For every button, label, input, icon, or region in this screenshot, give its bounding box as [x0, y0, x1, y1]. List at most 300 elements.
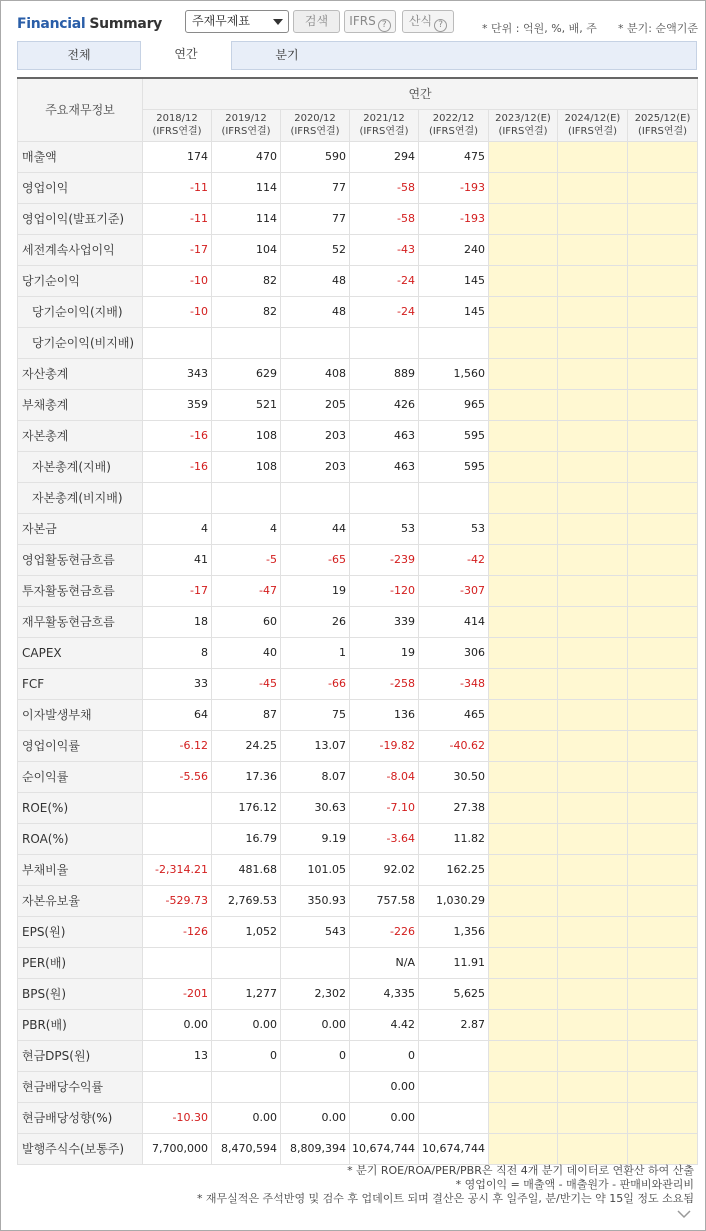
table-cell: -10: [143, 265, 212, 296]
table-cell: [558, 637, 628, 668]
table-row: [18, 916, 698, 947]
row-label: PER(배): [18, 947, 143, 978]
column-basis: (IFRS연결): [637, 126, 688, 137]
row-label: PBR(배): [18, 1009, 143, 1040]
table-cell: 1,560: [419, 358, 489, 389]
table-row: [18, 482, 698, 513]
table-cell: -307: [419, 575, 489, 606]
table-cell: -258: [350, 668, 419, 699]
table-cell: 0.00: [212, 1102, 281, 1133]
table-row: [18, 854, 698, 885]
table-cell: -239: [350, 544, 419, 575]
table-row: [18, 203, 698, 234]
table-cell: [558, 668, 628, 699]
table-cell: -126: [143, 916, 212, 947]
table-cell: [558, 358, 628, 389]
formula-label: 산식: [408, 14, 433, 28]
table-cell: 426: [350, 389, 419, 420]
table-cell: -11: [143, 203, 212, 234]
table-cell: 465: [419, 699, 489, 730]
table-cell: -66: [281, 668, 350, 699]
table-cell: [143, 327, 212, 358]
table-cell: [489, 761, 558, 792]
table-row: [18, 296, 698, 327]
row-label: 현금DPS(원): [18, 1040, 143, 1071]
table-cell: -47: [212, 575, 281, 606]
table-cell: 8,809,394: [281, 1133, 350, 1164]
table-cell: [628, 823, 698, 854]
table-cell: 2,769.53: [212, 885, 281, 916]
table-cell: [628, 1009, 698, 1040]
table-cell: [628, 513, 698, 544]
table-cell: 162.25: [419, 854, 489, 885]
table-cell: -17: [143, 575, 212, 606]
table-cell: [143, 482, 212, 513]
table-cell: [628, 265, 698, 296]
table-cell: 463: [350, 420, 419, 451]
row-label: 현금배당수익률: [18, 1071, 143, 1102]
table-cell: 889: [350, 358, 419, 389]
table-cell: 0: [212, 1040, 281, 1071]
table-cell: -7.10: [350, 792, 419, 823]
table-cell: 481.68: [212, 854, 281, 885]
table-cell: [558, 296, 628, 327]
table-row: [18, 141, 698, 172]
table-cell: 108: [212, 451, 281, 482]
table-cell: 145: [419, 265, 489, 296]
table-cell: 294: [350, 141, 419, 172]
table-cell: [212, 1071, 281, 1102]
column-header: [143, 109, 212, 141]
table-cell: [350, 327, 419, 358]
table-cell: [281, 327, 350, 358]
table-cell: [558, 885, 628, 916]
table-cell: [558, 761, 628, 792]
row-label: 이자발생부채: [18, 699, 143, 730]
row-label: 자산총계: [18, 358, 143, 389]
table-cell: 543: [281, 916, 350, 947]
table-cell: [489, 575, 558, 606]
table-cell: [628, 482, 698, 513]
table-row: [18, 730, 698, 761]
table-cell: 521: [212, 389, 281, 420]
table-cell: -42: [419, 544, 489, 575]
table-cell: [212, 947, 281, 978]
table-cell: [489, 451, 558, 482]
table-cell: [281, 1071, 350, 1102]
row-label: ROA(%): [18, 823, 143, 854]
table-cell: [628, 296, 698, 327]
table-cell: 4.42: [350, 1009, 419, 1040]
table-cell: 2.87: [419, 1009, 489, 1040]
table-cell: 8,470,594: [212, 1133, 281, 1164]
table-cell: -348: [419, 668, 489, 699]
table-row: [18, 451, 698, 482]
table-cell: [558, 792, 628, 823]
table-cell: 114: [212, 172, 281, 203]
title-financial: Financial: [17, 16, 86, 32]
table-cell: -193: [419, 203, 489, 234]
row-label: CAPEX: [18, 637, 143, 668]
table-cell: 629: [212, 358, 281, 389]
table-cell: 40: [212, 637, 281, 668]
table-cell: [628, 637, 698, 668]
table-cell: [558, 265, 628, 296]
table-cell: 8.07: [281, 761, 350, 792]
chevron-down-icon[interactable]: [677, 1207, 691, 1221]
table-row: [18, 1009, 698, 1040]
table-cell: 82: [212, 265, 281, 296]
table-row: [18, 234, 698, 265]
table-cell: [628, 730, 698, 761]
table-cell: 77: [281, 172, 350, 203]
table-cell: [628, 327, 698, 358]
table-cell: [558, 978, 628, 1009]
table-row: [18, 792, 698, 823]
table-cell: 10,674,744: [350, 1133, 419, 1164]
table-cell: 30.50: [419, 761, 489, 792]
row-label: 당기순이익(비지배): [18, 327, 143, 358]
column-basis: (IFRS연결): [428, 126, 479, 137]
row-label: BPS(원): [18, 978, 143, 1009]
table-cell: 4,335: [350, 978, 419, 1009]
statement-type-select[interactable]: [185, 10, 289, 33]
table-cell: [628, 141, 698, 172]
table-cell: 30.63: [281, 792, 350, 823]
table-cell: [419, 1071, 489, 1102]
table-row: [18, 327, 698, 358]
table-cell: [489, 947, 558, 978]
table-cell: 17.36: [212, 761, 281, 792]
table-cell: 306: [419, 637, 489, 668]
table-cell: [628, 389, 698, 420]
table-cell: [489, 513, 558, 544]
table-cell: -24: [350, 265, 419, 296]
table-cell: [489, 420, 558, 451]
table-cell: [489, 854, 558, 885]
table-cell: [489, 265, 558, 296]
tab-all[interactable]: 전체: [67, 48, 91, 62]
table-cell: [558, 730, 628, 761]
column-period: 2021/12: [363, 113, 405, 124]
table-cell: [628, 699, 698, 730]
table-cell: [628, 854, 698, 885]
table-cell: [489, 1040, 558, 1071]
table-cell: 87: [212, 699, 281, 730]
table-cell: -10: [143, 296, 212, 327]
table-row: [18, 606, 698, 637]
table-row: [18, 699, 698, 730]
table-row: [18, 265, 698, 296]
footnote: * 재무실적은 주석반영 및 검수 후 업데이트 되며 결산은 공시 후 일주일, 분/반기는 약 15일 정도 소요됨: [196, 1192, 694, 1205]
table-cell: [489, 172, 558, 203]
table-cell: 1,052: [212, 916, 281, 947]
table-cell: 52: [281, 234, 350, 265]
ifrs-label: IFRS: [349, 14, 376, 28]
column-basis: (IFRS연결): [359, 126, 409, 137]
table-cell: [489, 296, 558, 327]
table-cell: [558, 1040, 628, 1071]
table-cell: [628, 978, 698, 1009]
row-label: 자본유보율: [18, 885, 143, 916]
table-cell: 60: [212, 606, 281, 637]
period-tabs: [17, 41, 697, 70]
table-cell: [419, 1102, 489, 1133]
table-cell: -65: [281, 544, 350, 575]
table-row: [18, 544, 698, 575]
column-header: [628, 109, 698, 141]
table-cell: 4: [143, 513, 212, 544]
table-cell: 27.38: [419, 792, 489, 823]
table-cell: [489, 141, 558, 172]
row-label: 순이익률: [18, 761, 143, 792]
table-cell: 339: [350, 606, 419, 637]
row-label: 부채총계: [18, 389, 143, 420]
table-cell: 4: [212, 513, 281, 544]
table-cell: -58: [350, 172, 419, 203]
table-cell: [628, 668, 698, 699]
table-cell: -16: [143, 420, 212, 451]
table-cell: -529.73: [143, 885, 212, 916]
tab-annual[interactable]: 연간: [140, 41, 232, 70]
table-cell: 77: [281, 203, 350, 234]
table-cell: 7,700,000: [143, 1133, 212, 1164]
table-cell: 26: [281, 606, 350, 637]
table-cell: -16: [143, 451, 212, 482]
table-cell: 240: [419, 234, 489, 265]
table-cell: [143, 1071, 212, 1102]
table-cell: [558, 482, 628, 513]
table-cell: [489, 606, 558, 637]
table-cell: [558, 606, 628, 637]
table-cell: [489, 699, 558, 730]
table-cell: [628, 947, 698, 978]
row-label: 투자활동현금흐름: [18, 575, 143, 606]
table-row: [18, 1071, 698, 1102]
table-cell: 11.82: [419, 823, 489, 854]
table-cell: 101.05: [281, 854, 350, 885]
row-label: 당기순이익: [18, 265, 143, 296]
table-cell: [628, 420, 698, 451]
table-cell: [628, 885, 698, 916]
table-cell: N/A: [350, 947, 419, 978]
quarter-basis-note: * 분기: 순액기준: [618, 22, 698, 35]
table-cell: 16.79: [212, 823, 281, 854]
table-cell: 19: [281, 575, 350, 606]
table-cell: 53: [350, 513, 419, 544]
table-cell: 1: [281, 637, 350, 668]
table-cell: [628, 1040, 698, 1071]
table-cell: [489, 823, 558, 854]
table-row: [18, 1040, 698, 1071]
column-basis: (IFRS연결): [221, 126, 271, 137]
row-label: 자본금: [18, 513, 143, 544]
table-cell: [489, 358, 558, 389]
table-cell: [628, 1133, 698, 1164]
column-basis: (IFRS연결): [152, 126, 202, 137]
statement-type-value: 주재무제표: [192, 14, 250, 28]
column-period: 2020/12: [294, 113, 336, 124]
table-cell: -11: [143, 172, 212, 203]
table-cell: 24.25: [212, 730, 281, 761]
table-cell: 0.00: [281, 1009, 350, 1040]
table-cell: [628, 1071, 698, 1102]
table-cell: 0.00: [281, 1102, 350, 1133]
table-cell: [628, 172, 698, 203]
table-cell: -6.12: [143, 730, 212, 761]
row-label: 발행주식수(보통주): [18, 1133, 143, 1164]
table-row: [18, 637, 698, 668]
table-cell: -10.30: [143, 1102, 212, 1133]
table-cell: [489, 978, 558, 1009]
annual-group-header: 연간: [143, 78, 698, 109]
table-cell: -43: [350, 234, 419, 265]
table-cell: 92.02: [350, 854, 419, 885]
table-cell: [628, 761, 698, 792]
footnote: * 영업이익 = 매출액 - 매출원가 - 판매비와관리비: [455, 1178, 694, 1191]
table-cell: [628, 792, 698, 823]
table-cell: [558, 916, 628, 947]
table-cell: 595: [419, 451, 489, 482]
table-cell: [628, 451, 698, 482]
table-cell: [212, 482, 281, 513]
table-cell: [558, 327, 628, 358]
table-cell: -226: [350, 916, 419, 947]
question-circle-icon: ?: [434, 19, 447, 32]
table-cell: -5.56: [143, 761, 212, 792]
row-label: 영업활동현금흐름: [18, 544, 143, 575]
row-label: 현금배당성향(%): [18, 1102, 143, 1133]
table-cell: [281, 482, 350, 513]
unit-note: * 단위 : 억원, %, 배, 주: [482, 22, 597, 35]
table-cell: -5: [212, 544, 281, 575]
row-label: FCF: [18, 668, 143, 699]
table-cell: 64: [143, 699, 212, 730]
table-cell: [489, 637, 558, 668]
table-cell: -201: [143, 978, 212, 1009]
table-cell: -58: [350, 203, 419, 234]
row-label: 자본총계(비지배): [18, 482, 143, 513]
table-cell: [628, 575, 698, 606]
table-row: [18, 1133, 698, 1164]
table-cell: 114: [212, 203, 281, 234]
table-cell: 75: [281, 699, 350, 730]
table-cell: 414: [419, 606, 489, 637]
table-cell: 470: [212, 141, 281, 172]
table-cell: 0.00: [143, 1009, 212, 1040]
table-cell: 1,356: [419, 916, 489, 947]
table-row: [18, 823, 698, 854]
table-cell: 11.91: [419, 947, 489, 978]
table-cell: [489, 1009, 558, 1040]
table-cell: 48: [281, 265, 350, 296]
table-cell: [419, 482, 489, 513]
tab-quarterly[interactable]: 분기: [275, 48, 299, 62]
table-cell: -120: [350, 575, 419, 606]
table-cell: [489, 792, 558, 823]
table-cell: -40.62: [419, 730, 489, 761]
table-cell: [419, 327, 489, 358]
table-cell: 203: [281, 451, 350, 482]
table-cell: 590: [281, 141, 350, 172]
footnotes: [197, 1164, 694, 1206]
table-cell: 203: [281, 420, 350, 451]
column-period: 2019/12: [225, 113, 267, 124]
search-button[interactable]: 검색: [293, 10, 340, 33]
table-cell: [628, 358, 698, 389]
table-cell: -17: [143, 234, 212, 265]
ifrs-help-button[interactable]: [344, 10, 396, 33]
table-cell: [489, 730, 558, 761]
table-row: [18, 761, 698, 792]
table-cell: -45: [212, 668, 281, 699]
table-cell: [628, 234, 698, 265]
column-basis: (IFRS연결): [567, 126, 618, 137]
table-cell: 176.12: [212, 792, 281, 823]
table-cell: [558, 451, 628, 482]
row-label: 영업이익: [18, 172, 143, 203]
column-header: [350, 109, 419, 141]
table-cell: [143, 823, 212, 854]
table-cell: -193: [419, 172, 489, 203]
formula-help-button[interactable]: [402, 10, 454, 33]
table-cell: 1,277: [212, 978, 281, 1009]
table-cell: 1,030.29: [419, 885, 489, 916]
table-cell: 965: [419, 389, 489, 420]
column-basis: (IFRS연결): [290, 126, 340, 137]
table-cell: 10,674,744: [419, 1133, 489, 1164]
table-cell: 33: [143, 668, 212, 699]
row-label: EPS(원): [18, 916, 143, 947]
table-cell: [558, 823, 628, 854]
table-cell: 0.00: [350, 1071, 419, 1102]
table-row: [18, 668, 698, 699]
table-cell: 0: [350, 1040, 419, 1071]
table-cell: [628, 606, 698, 637]
table-cell: 2,302: [281, 978, 350, 1009]
table-cell: [628, 203, 698, 234]
row-label: 자본총계(지배): [18, 451, 143, 482]
row-label: ROE(%): [18, 792, 143, 823]
table-cell: [489, 389, 558, 420]
table-cell: 13: [143, 1040, 212, 1071]
table-cell: [489, 1102, 558, 1133]
table-cell: 343: [143, 358, 212, 389]
table-cell: [489, 885, 558, 916]
table-cell: 104: [212, 234, 281, 265]
table-cell: 5,625: [419, 978, 489, 1009]
table-cell: 82: [212, 296, 281, 327]
table-cell: [558, 947, 628, 978]
row-label: 세전계속사업이익: [18, 234, 143, 265]
table-cell: [489, 916, 558, 947]
column-header: [489, 109, 558, 141]
table-cell: -24: [350, 296, 419, 327]
column-header: [281, 109, 350, 141]
table-cell: [558, 234, 628, 265]
table-cell: 757.58: [350, 885, 419, 916]
column-period: 2023/12(E): [495, 113, 551, 124]
row-label: 영업이익(발표기준): [18, 203, 143, 234]
table-cell: [212, 327, 281, 358]
table-cell: 13.07: [281, 730, 350, 761]
table-cell: 350.93: [281, 885, 350, 916]
table-cell: [558, 141, 628, 172]
footnote: * 분기 ROE/ROA/PER/PBR은 직전 4개 분기 데이터로 연환산 하여 산출: [347, 1164, 694, 1177]
table-cell: [281, 947, 350, 978]
table-cell: [489, 482, 558, 513]
table-cell: 41: [143, 544, 212, 575]
